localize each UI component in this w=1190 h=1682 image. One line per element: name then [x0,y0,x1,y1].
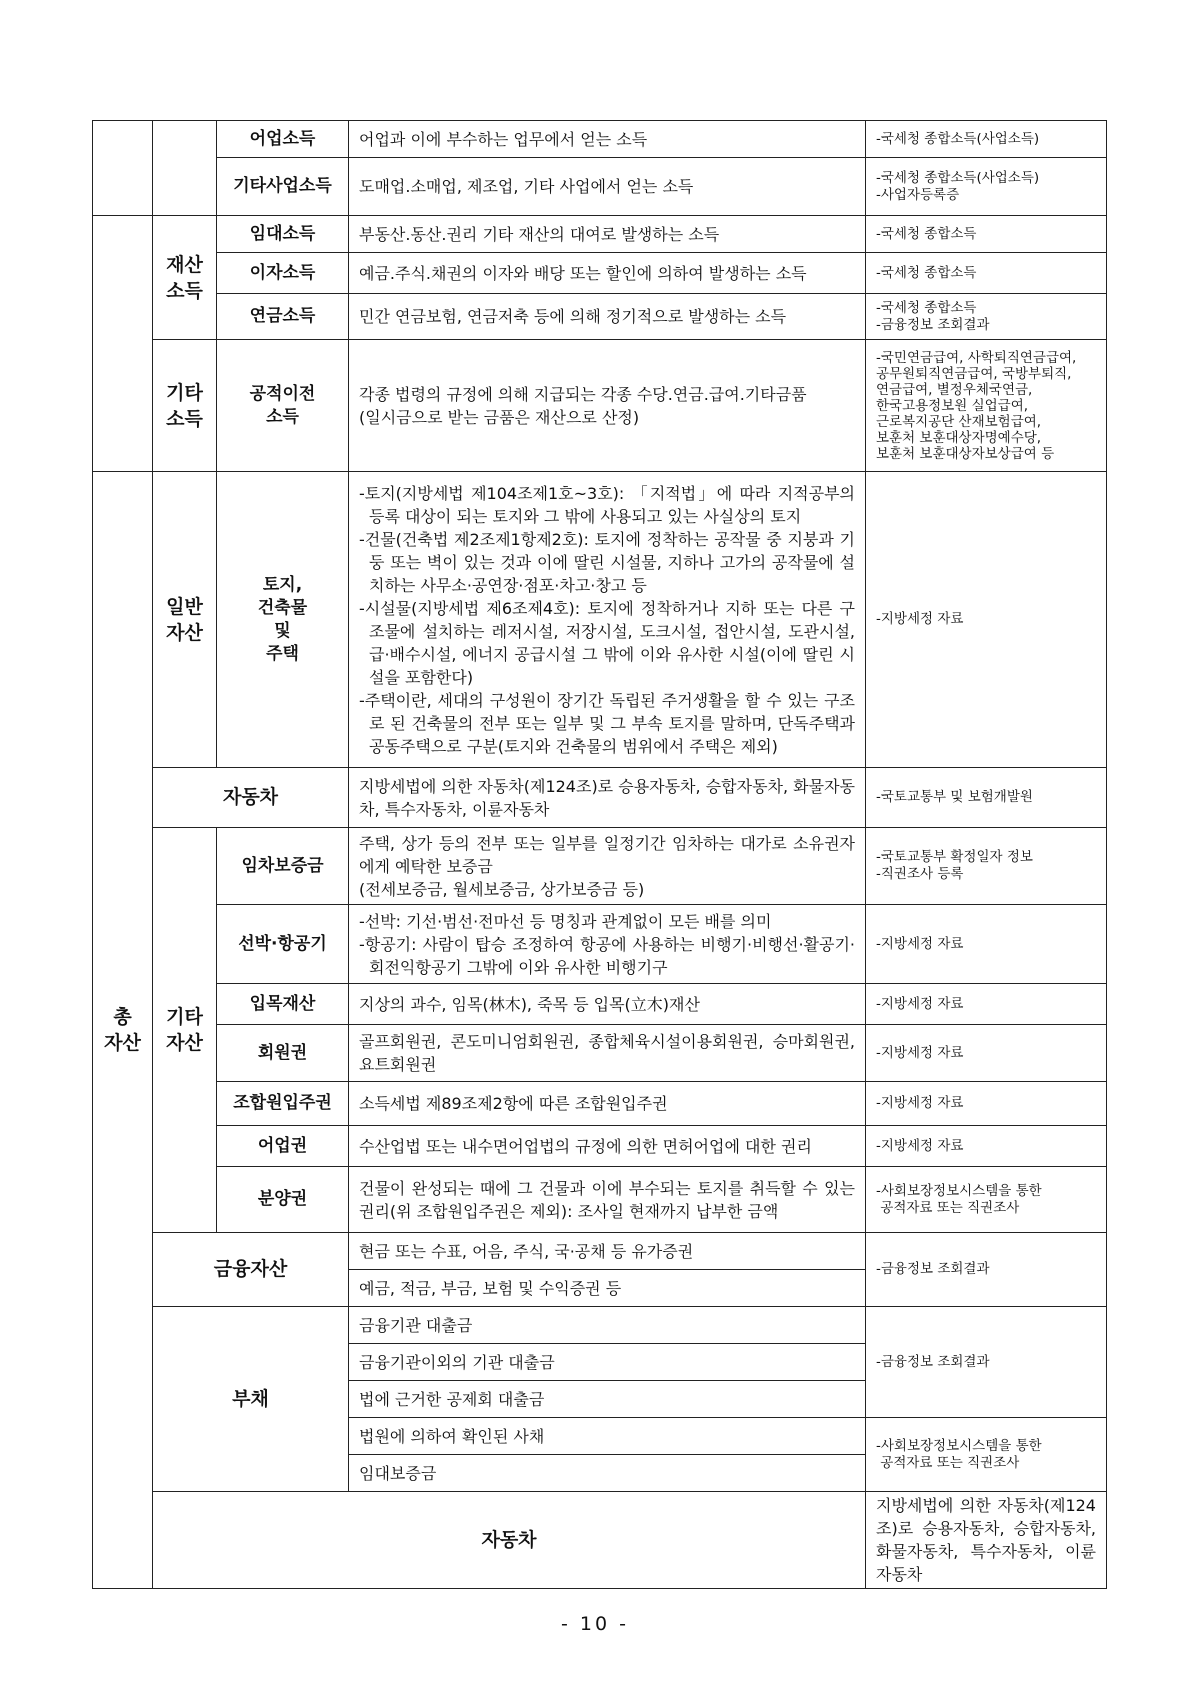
source-cell: -국토교통부 확정일자 정보 -직권조사 등록 [866,828,1107,905]
source-cell: -국토교통부 및 보험개발원 [866,768,1107,828]
item-cell: 어업권 [217,1126,349,1167]
description-cell: 골프회원권, 콘도미니엄회원권, 종합체육시설이용회원권, 승마회원권, 요트회원권 [349,1025,866,1082]
description-cell: 민간 연금보험, 연금저축 등에 의해 정기적으로 발생하는 소득 [349,294,866,340]
item-cell: 이자소득 [217,253,349,294]
table-row [93,294,1107,340]
description-cell: 금융기관이외의 기관 대출금 [349,1344,866,1381]
table-row [93,472,1107,768]
table-row [93,1233,1107,1270]
item-cell: 임차보증금 [217,828,349,905]
item-cell: 공적이전 소득 [217,340,349,472]
table-row [93,1492,1107,1589]
income-asset-table [92,120,1107,1589]
item-cell: 조합원입주권 [217,1082,349,1126]
description-cell: 도매업.소매업, 제조업, 기타 사업에서 얻는 소득 [349,158,866,216]
item-cell: 부채 [153,1307,349,1492]
item-cell: 임대소득 [217,216,349,253]
source-cell: -지방세정 자료 [866,1126,1107,1167]
description-cell: 주택, 상가 등의 전부 또는 일부를 일정기간 임차하는 대가로 소유권자에게 예탁한 보증금 (전세보증금, 월세보증금, 상가보증금 등) [349,828,866,905]
description-cell: 지상의 과수, 임목(林木), 죽목 등 입목(立木)재산 [349,984,866,1025]
table-row [93,1167,1107,1233]
description-cell: 임대보증금 [349,1455,866,1492]
description-cell: 부동산.동산.권리 기타 재산의 대여로 발생하는 소득 [349,216,866,253]
table-row [93,158,1107,216]
source-cell: -국세청 종합소득 [866,216,1107,253]
description-cell: 법원에 의하여 확인된 사채 [349,1418,866,1455]
description-cell: 수산업법 또는 내수면어업법의 규정에 의한 면허어업에 대한 권리 [349,1126,866,1167]
item-cell: 금융자산 [153,1233,349,1307]
source-cell: -국세청 종합소득(사업소득) [866,121,1107,158]
description-cell: 어업과 이에 부수하는 업무에서 얻는 소득 [349,121,866,158]
source-cell: -국세청 종합소득 -금융정보 조회결과 [866,294,1107,340]
source-cell: -지방세정 자료 [866,1082,1107,1126]
item-cell: 어업소득 [217,121,349,158]
source-cell: -사회보장정보시스템을 통한 공적자료 또는 직권조사 [866,1418,1107,1492]
source-cell: -지방세정 자료 [866,905,1107,984]
source-cell: -지방세정 자료 [866,984,1107,1025]
description-cell: 소득세법 제89조제2항에 따른 조합원입주권 [349,1082,866,1126]
group-label-property-income: 재산 소득 [153,216,217,340]
description-cell: 각종 법령의 규정에 의해 지급되는 각종 수당.연금.급여.기타금품 (일시금으로 받는 금품은 재산으로 산정) [349,340,866,472]
group-label-other-income: 기타 소득 [153,340,217,472]
source-cell: -국세청 종합소득 [866,253,1107,294]
blank-cell [93,121,153,216]
page-number: - 10 - [561,1613,629,1635]
table-row [93,768,1107,828]
table-row [93,340,1107,472]
description-cell: 지방세법에 의한 자동차(제124조)로 승용자동차, 승합자동차, 화물자동차, 특수자동차, 이륜자동차 [866,1492,1107,1589]
description-cell: 건물이 완성되는 때에 그 건물과 이에 부수되는 토지를 취득할 수 있는 권리(위 조합원입주권은 제외): 조사일 현재까지 납부한 금액 [349,1167,866,1233]
blank-cell [153,121,217,216]
description-cell: 법에 근거한 공제회 대출금 [349,1381,866,1418]
source-cell: -금융정보 조회결과 [866,1233,1107,1307]
blank-cell [93,216,153,472]
table-row [93,216,1107,253]
description-cell: 예금, 적금, 부금, 보험 및 수익증권 등 [349,1270,866,1307]
source-cell: -지방세정 자료 [866,1025,1107,1082]
description-cell: 지방세법에 의한 자동차(제124조)로 승용자동차, 승합자동차, 화물자동차, 특수자동차, 이륜자동차 [349,768,866,828]
source-cell: -국민연금급여, 사학퇴직연금급여, 공무원퇴직연금급여, 국방부퇴직, 연금급여, 별정우체국연금, 한국고용정보원 실업급여, 근로복지공단 산재보험급여, 보훈처 보훈대상자명예수당, 보훈처 보훈대상자보상급여 등 [866,340,1107,472]
table-row [93,905,1107,984]
source-cell: -금융정보 조회결과 [866,1307,1107,1418]
description-cell: -선박: 기선·범선·전마선 등 명칭과 관계없이 모든 배를 의미 -항공기: 사람이 탑승 조정하여 항공에 사용하는 비행기·비행선·활공기· 회전익항공기 그밖에 이와 유사한 비행기구 [349,905,866,984]
table-row [93,984,1107,1025]
description-cell: -토지(지방세법 제104조제1호~3호): 「지적법」에 따라 지적공부의 등록 대상이 되는 토지와 그 밖에 사용되고 있는 사실상의 토지 -건물(건축법 제2조제1항제2호): 토지에 정착하는 공작물 중 지붕과 기둥 또는 벽이 있는 것과 이에 딸린 시설물, 지하나 고가의 공작물에 설치하는 사무소·공연장·점포·차고·창고 등 -시설물(지방세법 제6조제4호): 토지에 정착하거나 지하 또는 다른 구조물에 설치하는 레저시설, 저장시설, 도크시설, 접안시설, 도관시설, 급·배수시설, 에너지 공급시설 그 밖에 이와 유사한 시설(이에 딸린 시설을 포함한다) -주택이란, 세대의 구성원이 장기간 독립된 주거생활을 할 수 있는 구조로 된 건축물의 전부 또는 일부 및 그 부속 토지를 말하며, 단독주택과 공동주택으로 구분(토지와 건축물의 범위에서 주택은 제외) [349,472,866,768]
table-row [93,253,1107,294]
description-cell: 현금 또는 수표, 어음, 주식, 국·공채 등 유가증권 [349,1233,866,1270]
item-cell: 입목재산 [217,984,349,1025]
group-label-general-assets: 일반 자산 [153,472,217,768]
group-label-other-assets: 기타 자산 [153,828,217,1233]
source-cell: -지방세정 자료 [866,472,1107,768]
description-cell: 예금.주식.채권의 이자와 배당 또는 할인에 의하여 발생하는 소득 [349,253,866,294]
table-row [93,1307,1107,1344]
table-row [93,1126,1107,1167]
item-cell: 선박·항공기 [217,905,349,984]
source-cell: -국세청 종합소득(사업소득) -사업자등록증 [866,158,1107,216]
table-row [93,1025,1107,1082]
item-cell: 기타사업소득 [217,158,349,216]
description-cell: 금융기관 대출금 [349,1307,866,1344]
item-cell: 토지, 건축물 및 주택 [217,472,349,768]
item-cell: 자동차 [153,1492,866,1589]
item-cell: 자동차 [153,768,349,828]
table-row [93,828,1107,905]
group-label-total-assets: 총 자산 [93,472,153,1589]
table-row [93,121,1107,158]
source-cell: -사회보장정보시스템을 통한 공적자료 또는 직권조사 [866,1167,1107,1233]
item-cell: 연금소득 [217,294,349,340]
item-cell: 분양권 [217,1167,349,1233]
table-row [93,1082,1107,1126]
item-cell: 회원권 [217,1025,349,1082]
